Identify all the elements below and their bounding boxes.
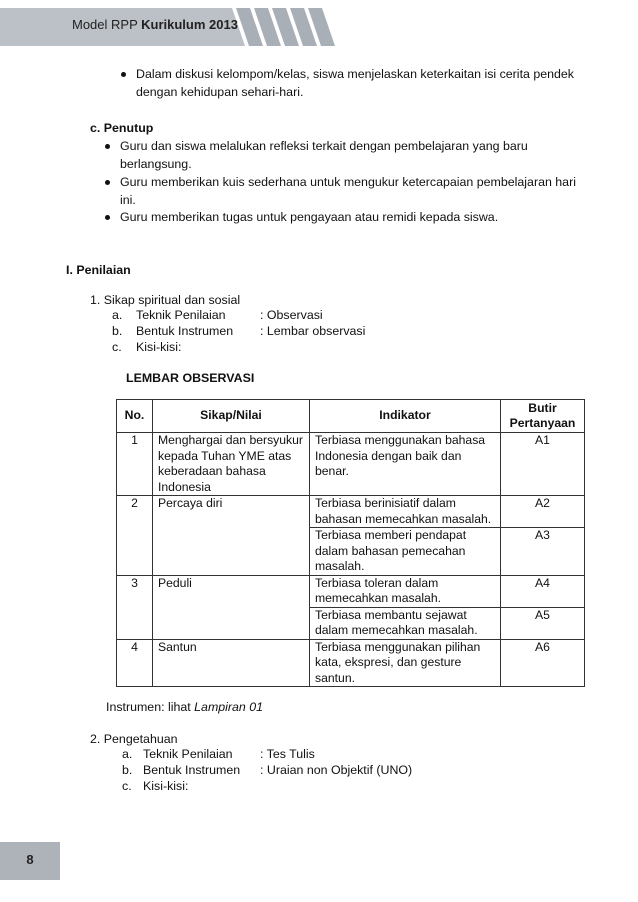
cell-line: benar. [315, 464, 349, 478]
cell-line: dalam bahasan pemecahan [315, 543, 466, 558]
col-header-butir [501, 400, 585, 433]
instrument-note-prefix: Instrumen: lihat [106, 700, 195, 714]
item2-c-label: Kisi-kisi: [143, 779, 189, 793]
cell-line: Menghargai dan bersyukur [158, 433, 303, 447]
item1-a-letter: a. [112, 308, 123, 322]
penutup-bullet-2-line2: ini. [120, 193, 136, 207]
row-4-sikap: Santun [153, 639, 310, 687]
row-4-no: 4 [117, 639, 153, 687]
row-2b-indikator [310, 528, 501, 576]
penutup-heading: c. Penutup [90, 121, 154, 135]
row-1-sikap [153, 433, 310, 496]
cell-line: Indonesia [158, 479, 211, 494]
cell-line: bahasan memecahkan masalah. [315, 511, 492, 526]
item1-title: 1. Sikap spiritual dan sosial [90, 293, 241, 307]
penutup-bullet-1-line1: Guru dan siswa melalukan refleksi terkait dengan pembelajaran yang baru [120, 139, 528, 153]
row-2b-butir: A3 [501, 528, 585, 576]
cell-line: Indonesia dengan baik dan [315, 448, 462, 463]
row-1-butir: A1 [501, 433, 585, 496]
activity-bullet-line1: Dalam diskusi kelompom/kelas, siswa menjelaskan keterkaitan isi cerita pendek [136, 67, 574, 81]
cell-line: dalam memecahkan masalah. [315, 623, 478, 637]
row-3a-indikator [310, 575, 501, 607]
cell-line: kepada Tuhan YME atas [158, 448, 292, 463]
table-row [117, 496, 585, 528]
cell-line: Terbiasa toleran dalam [315, 575, 439, 590]
row-4-butir: A6 [501, 639, 585, 687]
row-1-no: 1 [117, 433, 153, 496]
table-title: LEMBAR OBSERVASI [126, 371, 255, 385]
item2-a-value: : Tes Tulis [260, 747, 315, 761]
observation-table [116, 399, 585, 687]
item2-b-label: Bentuk Instrumen [143, 763, 241, 777]
row-3a-butir: A4 [501, 575, 585, 607]
item1-a-label: Teknik Penilaian [136, 308, 226, 322]
cell-line: masalah. [315, 559, 365, 573]
item2-b-value: : Uraian non Objektif (UNO) [260, 763, 413, 777]
item1-b-label: Bentuk Instrumen [136, 324, 234, 338]
penilaian-heading: I. Penilaian [66, 263, 131, 277]
col-header-butir-line1: Butir [528, 400, 557, 415]
cell-line: keberadaan bahasa [158, 464, 266, 478]
row-2-sikap: Percaya diri [153, 496, 310, 576]
cell-line: Terbiasa berinisiatif dalam [315, 496, 456, 510]
row-3-no: 3 [117, 575, 153, 639]
col-header-no: No. [117, 400, 153, 433]
row-3b-indikator [310, 607, 501, 639]
item1-b-letter: b. [112, 324, 123, 338]
row-2a-indikator [310, 496, 501, 528]
cell-line: Terbiasa membantu sejawat [315, 607, 467, 622]
row-1-indikator [310, 433, 501, 496]
lampiran-reference: Lampiran 01 [194, 700, 264, 714]
col-header-butir-line2: Pertanyaan [509, 416, 576, 430]
table-header-row [117, 400, 585, 433]
item2-title: 2. Pengetahuan [90, 732, 178, 746]
page-number: 8 [26, 852, 34, 867]
cell-line: santun. [315, 670, 355, 685]
cell-line: memecahkan masalah. [315, 591, 441, 605]
row-3b-butir: A5 [501, 607, 585, 639]
row-2-no: 2 [117, 496, 153, 576]
item1-a-value: : Observasi [260, 308, 323, 322]
penutup-bullet-3: Guru memberikan tugas untuk pengayaan atau remidi kepada siswa. [120, 210, 499, 224]
cell-line: Terbiasa menggunakan bahasa [315, 433, 486, 447]
cell-line: Terbiasa menggunakan pilihan [315, 639, 481, 654]
row-3-sikap: Peduli [153, 575, 310, 639]
item1-b-value: : Lembar observasi [260, 324, 366, 338]
instrument-note [106, 698, 263, 716]
col-header-sikap: Sikap/Nilai [153, 400, 310, 433]
item2-a-letter: a. [122, 747, 133, 761]
activity-bullet-line2: dengan kehidupan sehari-hari. [136, 85, 304, 99]
item2-c-letter: c. [122, 779, 132, 793]
item1-c-label: Kisi-kisi: [136, 340, 182, 354]
header-title [72, 17, 238, 32]
cell-line: Terbiasa memberi pendapat [315, 528, 467, 542]
table-row [117, 639, 585, 687]
header-title-light: Model RPP [72, 17, 138, 32]
table-row [117, 433, 585, 496]
cell-line: kata, ekspresi, dan gesture [315, 655, 462, 669]
col-header-indikator: Indikator [310, 400, 501, 433]
penutup-bullet-1-line2: berlangsung. [120, 157, 192, 171]
item2-a-label: Teknik Penilaian [143, 747, 233, 761]
table-row [117, 575, 585, 607]
header-title-bold: Kurikulum 2013 [141, 17, 238, 32]
row-2a-butir: A2 [501, 496, 585, 528]
item2-b-letter: b. [122, 763, 133, 777]
item1-c-letter: c. [112, 340, 122, 354]
penutup-bullet-2-line1: Guru memberikan kuis sederhana untuk mengukur ketercapaian pembelajaran hari [120, 175, 576, 189]
row-4-indikator [310, 639, 501, 687]
